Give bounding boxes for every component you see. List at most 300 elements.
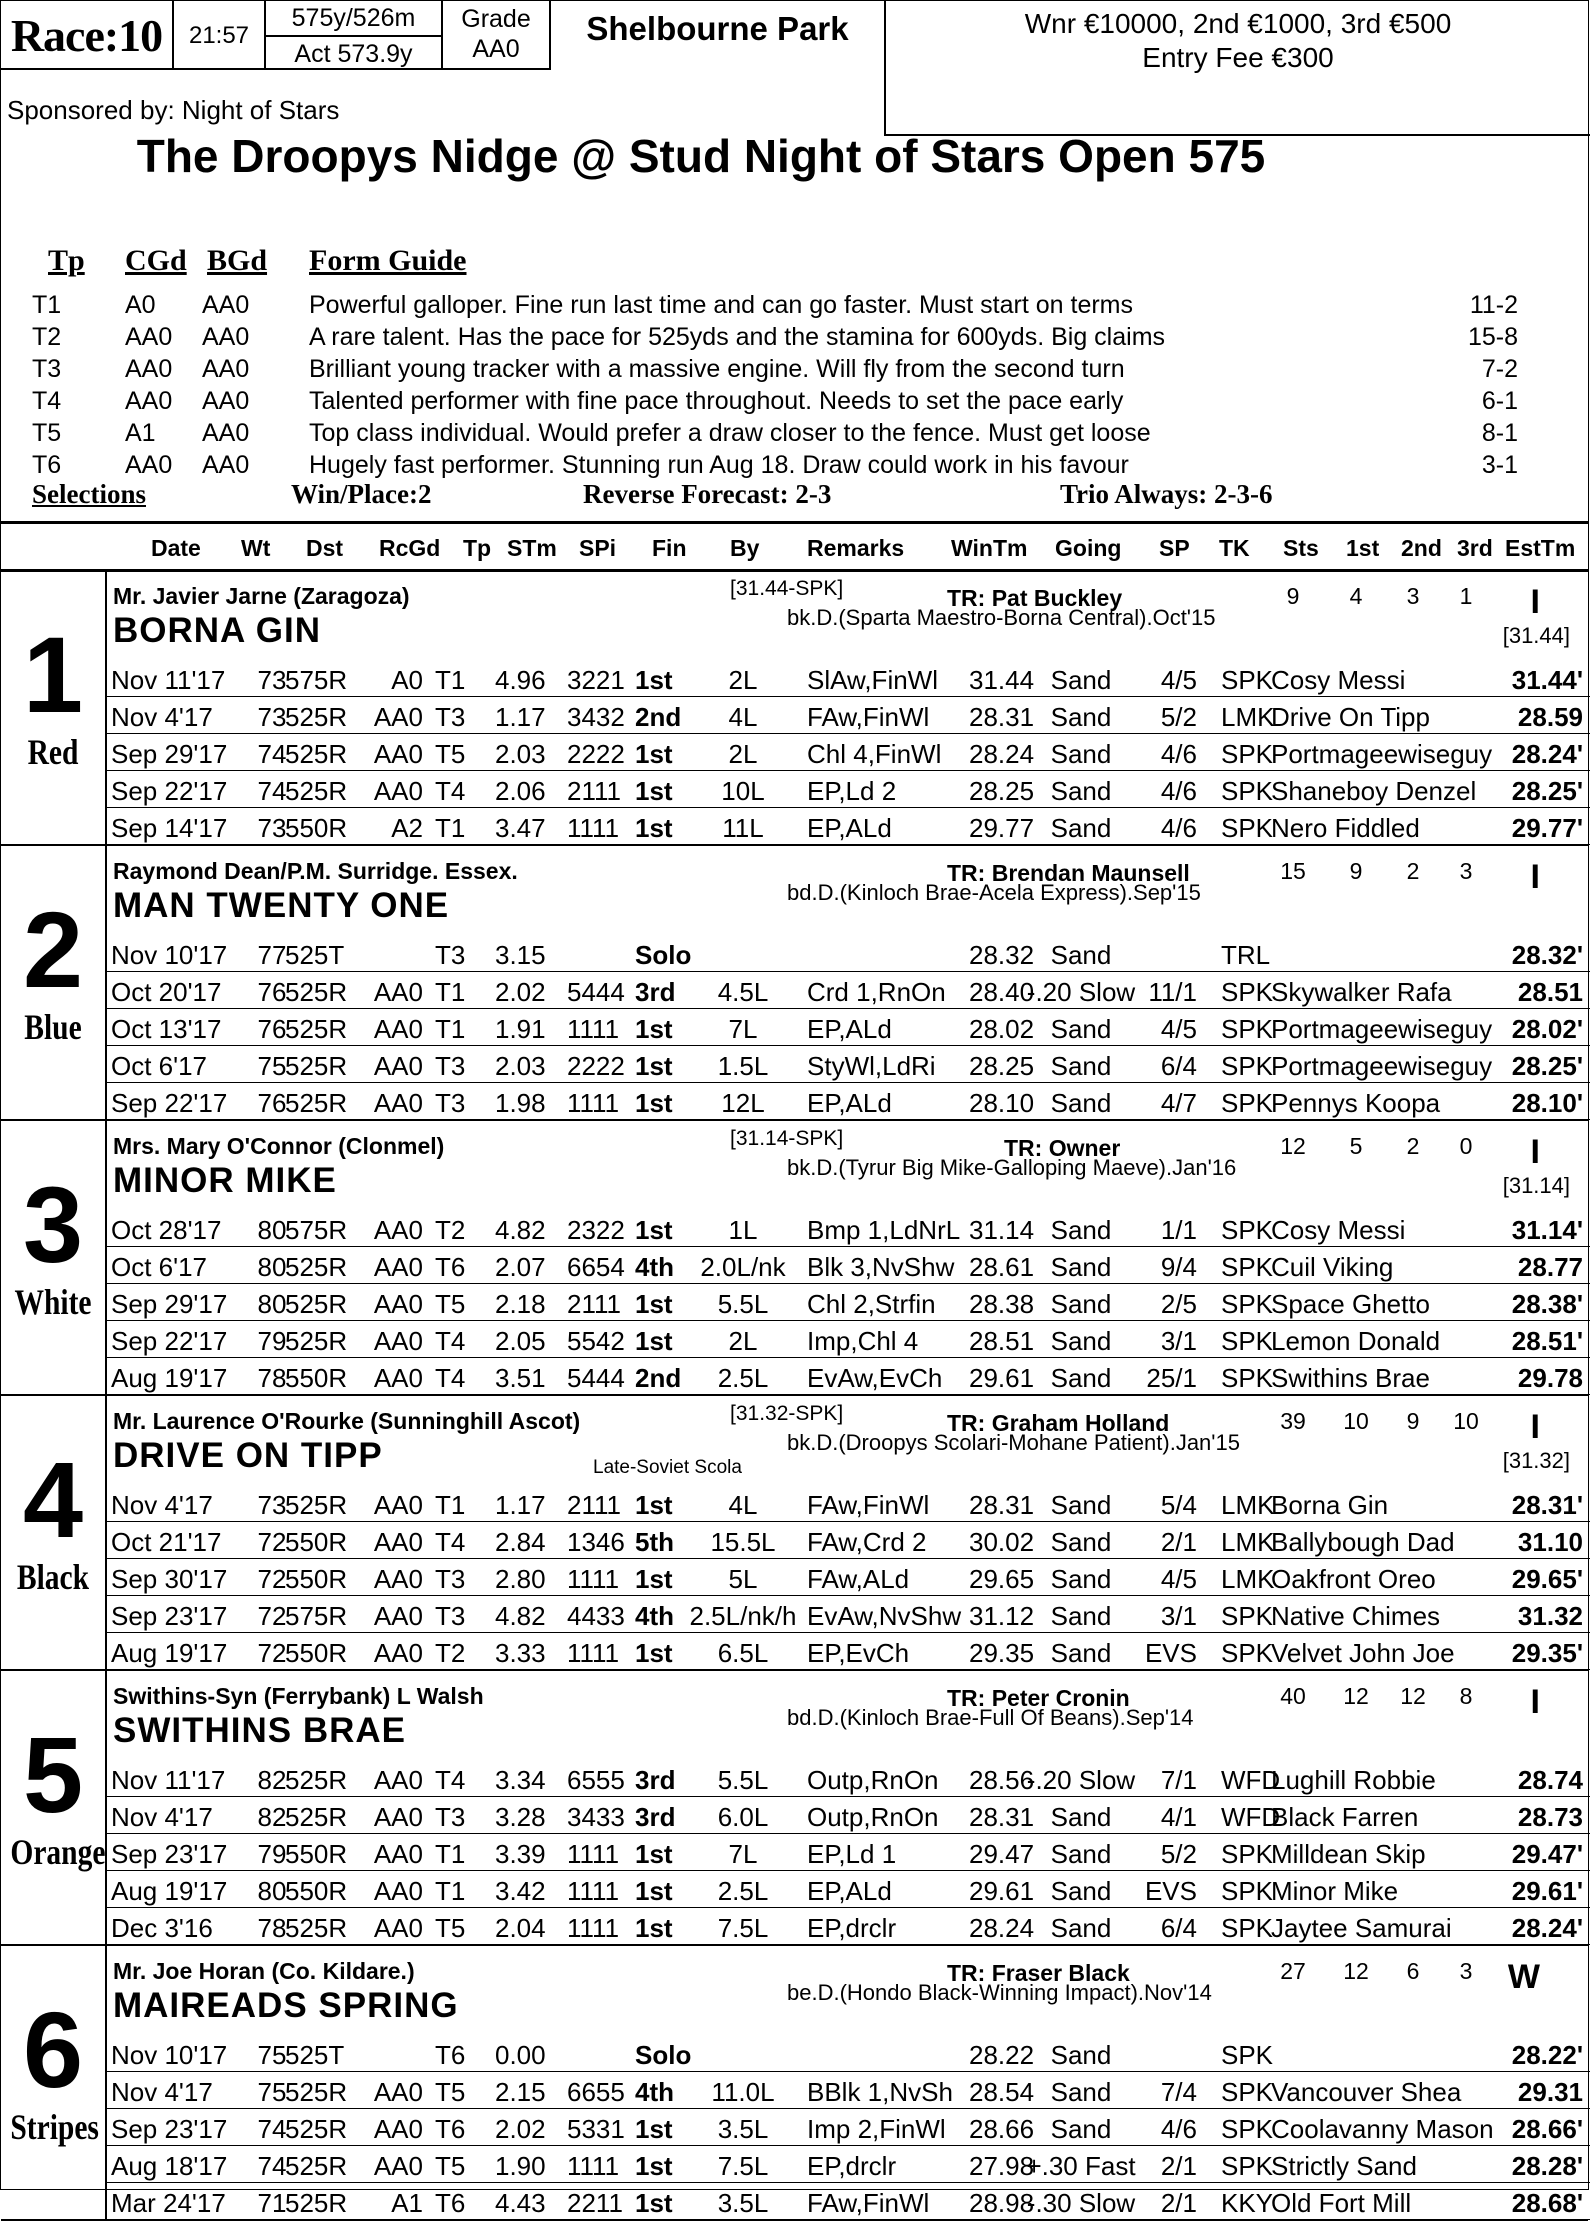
column-header-fin: Fin	[652, 535, 687, 561]
run-tp: T3	[435, 1564, 466, 1594]
run-sp: 9/4	[1160, 1252, 1197, 1282]
run-by: 11.0L	[711, 2077, 775, 2107]
fg-tp: T1	[32, 291, 62, 319]
run-comp: Velvet John Joe	[1271, 1638, 1455, 1668]
runner-block	[1, 1396, 1588, 1671]
run-wintm: 28.10	[969, 1088, 1035, 1118]
run-tp: T5	[435, 1913, 466, 1943]
run-tk: SPK	[1221, 665, 1274, 695]
owner-name: Mr. Javier Jarne (Zaragoza)	[113, 583, 410, 609]
run-date: Aug 19'17	[111, 1363, 228, 1393]
run-sp: 4/5	[1160, 1564, 1197, 1594]
run-going: Sand	[1050, 1215, 1112, 1245]
run-sp: 3/1	[1160, 1326, 1197, 1356]
run-sp: 1/1	[1160, 1215, 1197, 1245]
run-going: Sand	[1050, 776, 1112, 806]
fg-text: Powerful galloper. Fine run last time and can go faster. Must start on terms	[309, 291, 1133, 319]
run-going: Sand	[1050, 739, 1112, 769]
run-by: 4.5L	[717, 977, 769, 1007]
run-date: Sep 22'17	[111, 1326, 228, 1356]
run-sp: 11/1	[1148, 977, 1197, 1007]
run-wintm: 28.22	[969, 2040, 1035, 2070]
run-remarks: Bmp 1,LdNrL	[807, 1215, 961, 1245]
run-sp: 7/1	[1160, 1765, 1197, 1795]
run-wintm: 31.14	[969, 1215, 1035, 1245]
form-line	[107, 1523, 1590, 1559]
best-time: [31.44]	[1502, 623, 1570, 648]
run-date: Oct 21'17	[111, 1527, 222, 1557]
run-wt: 71	[257, 2188, 287, 2218]
fg-tp: T4	[32, 387, 62, 415]
best-time: [31.32]	[1502, 1448, 1570, 1473]
run-wt: 82	[257, 1802, 287, 1832]
run-spi: 2211	[567, 2188, 623, 2218]
run-sp: 4/6	[1160, 2114, 1197, 2144]
fg-odds: 3-1	[1481, 451, 1518, 479]
run-wintm: 28.40	[969, 977, 1035, 1007]
run-fin: 1st	[635, 1839, 673, 1869]
run-date: Sep 22'17	[111, 776, 228, 806]
column-header-by: By	[730, 535, 760, 561]
run-date: Oct 13'17	[111, 1014, 222, 1044]
run-dst: 575R	[285, 665, 348, 695]
run-by: 7.5L	[717, 2151, 769, 2181]
run-esttm: 28.25'	[1511, 776, 1583, 806]
run-going: -.20 Slow	[1026, 977, 1136, 1007]
stat-sts: 39	[1280, 1408, 1306, 1434]
run-dst: 525R	[285, 1252, 348, 1282]
run-tk: SPK	[1221, 1014, 1274, 1044]
form-line	[107, 809, 1590, 845]
best-time-track: [31.32-SPK]	[730, 1402, 844, 1425]
run-rcgd: AA0	[373, 1215, 423, 1245]
run-date: Mar 24'17	[111, 2188, 226, 2218]
form-line	[107, 1322, 1590, 1358]
run-dst: 525R	[285, 702, 348, 732]
running-style-mark: I	[1530, 583, 1540, 621]
run-esttm: 29.65'	[1511, 1564, 1583, 1594]
fg-tp: T5	[32, 419, 62, 447]
run-wt: 80	[257, 1289, 287, 1319]
form-line	[107, 1211, 1590, 1247]
best-time-track: [31.14-SPK]	[730, 1127, 844, 1150]
race-grade: AA0	[472, 35, 520, 63]
run-going: Sand	[1050, 1252, 1112, 1282]
run-wt: 72	[257, 1527, 287, 1557]
run-date: Sep 14'17	[111, 813, 228, 843]
trap-number: 5	[22, 1714, 84, 1835]
running-style-mark: I	[1530, 858, 1540, 896]
prize-box	[884, 1, 1590, 136]
fg-odds: 8-1	[1481, 419, 1518, 447]
dog-name: DRIVE ON TIPP	[113, 1436, 383, 1475]
fg-cgd: AA0	[125, 387, 173, 415]
trainer-name: TR: Fraser Black	[947, 1960, 1130, 1986]
form-line	[107, 2110, 1590, 2146]
run-comp: Drive On Tipp	[1271, 702, 1430, 732]
run-tk: SPK	[1221, 977, 1274, 1007]
run-fin: 3rd	[635, 977, 676, 1007]
run-esttm: 28.32'	[1511, 940, 1583, 970]
run-remarks: SlAw,FinWl	[807, 665, 938, 695]
run-fin: 1st	[635, 2188, 673, 2218]
trap-panel	[1, 571, 107, 844]
run-going: Sand	[1050, 1289, 1112, 1319]
run-remarks: EP,ALd	[807, 1876, 892, 1906]
run-stm: 1.91	[495, 1014, 546, 1044]
form-line	[107, 1597, 1590, 1633]
run-fin: 1st	[635, 665, 673, 695]
run-stm: 3.39	[495, 1839, 546, 1869]
fg-odds: 11-2	[1469, 291, 1518, 319]
run-by: 3.5L	[717, 2114, 769, 2144]
run-esttm: 28.68'	[1511, 2188, 1583, 2218]
column-header-sts: Sts	[1283, 535, 1319, 561]
stat-second: 3	[1406, 583, 1420, 609]
run-rcgd: AA0	[373, 1601, 423, 1631]
run-going: Sand	[1050, 1913, 1112, 1943]
run-tp: T5	[435, 739, 466, 769]
owner-name: Raymond Dean/P.M. Surridge. Essex.	[113, 858, 518, 884]
trap-number: 1	[22, 614, 84, 735]
run-stm: 2.15	[495, 2077, 546, 2107]
form-line	[107, 1761, 1590, 1797]
run-rcgd: AA0	[373, 2077, 423, 2107]
run-comp: Portmageewiseguy	[1271, 1014, 1493, 1044]
run-tp: T3	[435, 940, 466, 970]
run-remarks: Outp,RnOn	[807, 1765, 939, 1795]
run-date: Nov 11'17	[111, 665, 226, 695]
run-going: Sand	[1050, 2114, 1112, 2144]
trainer-name: TR: Peter Cronin	[947, 1685, 1130, 1711]
run-comp: Ballybough Dad	[1271, 1527, 1455, 1557]
run-remarks: BBlk 1,NvSh	[807, 2077, 953, 2107]
run-comp: Pennys Koopa	[1271, 1088, 1441, 1118]
run-esttm: 28.31'	[1511, 1490, 1583, 1520]
runner-block	[1, 1121, 1588, 1396]
trainer-name: TR: Owner	[1004, 1135, 1121, 1161]
run-tk: LMK	[1221, 1564, 1275, 1594]
runner-block	[1, 1671, 1588, 1946]
run-wt: 79	[257, 1326, 287, 1356]
stat-second: 9	[1406, 1408, 1420, 1434]
run-tp: T1	[435, 665, 466, 695]
trainer-name: TR: Pat Buckley	[947, 585, 1123, 611]
form-line	[107, 936, 1590, 972]
run-by: 4L	[728, 1490, 758, 1520]
run-stm: 3.33	[495, 1638, 546, 1668]
run-tk: SPK	[1221, 2151, 1274, 2181]
form-line	[107, 1010, 1590, 1046]
run-tk: SPK	[1221, 1051, 1274, 1081]
fg-text: A rare talent. Has the pace for 525yds and the stamina for 600yds. Big claims	[309, 323, 1166, 351]
run-wt: 78	[257, 1363, 287, 1393]
fg-cgd: AA0	[125, 451, 173, 479]
run-stm: 2.06	[495, 776, 546, 806]
run-sp: 5/4	[1160, 1490, 1197, 1520]
run-spi: 3433	[567, 1802, 625, 1832]
run-dst: 525R	[285, 1051, 348, 1081]
run-spi: 1111	[567, 1088, 620, 1118]
column-header-remarks: Remarks	[807, 535, 905, 561]
run-tp: T4	[435, 1527, 466, 1557]
run-by: 2.5L/nk/h	[689, 1601, 797, 1631]
run-by: 2.5L	[717, 1876, 769, 1906]
run-by: 11L	[722, 813, 764, 843]
run-comp: Coolavanny Mason	[1271, 2114, 1494, 2144]
run-remarks: FAw,FinWl	[807, 702, 930, 732]
run-stm: 1.17	[495, 1490, 546, 1520]
run-rcgd: AA0	[373, 776, 423, 806]
stat-third: 8	[1459, 1683, 1473, 1709]
run-spi: 5444	[567, 977, 625, 1007]
form-line	[107, 1285, 1590, 1321]
stat-sts: 12	[1280, 1133, 1306, 1159]
run-tp: T2	[435, 1638, 466, 1668]
run-wintm: 28.61	[969, 1252, 1035, 1282]
run-comp: Native Chimes	[1271, 1601, 1441, 1631]
run-spi: 5444	[567, 1363, 625, 1393]
trio-tip: Trio Always: 2-3-6	[1060, 479, 1273, 509]
column-header-stm: STm	[507, 535, 557, 561]
form-line	[107, 772, 1590, 808]
run-tk: LMK	[1221, 1527, 1275, 1557]
column-header-tk: TK	[1219, 535, 1250, 561]
run-going: Sand	[1050, 702, 1112, 732]
run-fin: 3rd	[635, 1765, 676, 1795]
run-remarks: EvAw,EvCh	[807, 1363, 943, 1393]
column-header-esttm: EstTm	[1505, 535, 1576, 561]
breeding: be.D.(Hondo Black-Winning Impact).Nov'14	[787, 1980, 1212, 2005]
run-tk: SPK	[1221, 1363, 1274, 1393]
run-fin: 1st	[635, 1088, 673, 1118]
run-dst: 550R	[285, 1527, 348, 1557]
form-guide-row	[1, 323, 1588, 354]
run-esttm: 28.25'	[1511, 1051, 1583, 1081]
run-rcgd: A0	[391, 665, 423, 695]
run-spi: 4433	[567, 1601, 625, 1631]
breeding-note: Late-Soviet Scola	[593, 1457, 742, 1478]
run-wt: 76	[257, 1088, 287, 1118]
run-rcgd: AA0	[373, 1289, 423, 1319]
stat-first: 12	[1343, 1958, 1369, 1984]
run-rcgd: AA0	[373, 1765, 423, 1795]
run-rcgd: AA0	[373, 1014, 423, 1044]
run-wt: 74	[257, 2114, 287, 2144]
run-wintm: 28.24	[969, 739, 1035, 769]
trap-colour: Red	[27, 732, 79, 772]
run-by: 6.0L	[717, 1802, 769, 1832]
run-dst: 525T	[285, 940, 345, 970]
fg-bgd: AA0	[202, 387, 250, 415]
column-header-3rd: 3rd	[1457, 535, 1493, 561]
run-stm: 2.03	[495, 739, 546, 769]
run-stm: 3.34	[495, 1765, 546, 1795]
column-header-spi: SPi	[579, 535, 617, 561]
run-esttm: 29.77'	[1511, 813, 1583, 843]
run-tk: SPK	[1221, 1326, 1274, 1356]
trap-colour: Stripes	[10, 2107, 99, 2147]
run-remarks: FAw,FinWl	[807, 1490, 930, 1520]
run-wintm: 31.12	[969, 1601, 1035, 1631]
stat-first: 10	[1343, 1408, 1369, 1434]
run-tk: SPK	[1221, 1913, 1274, 1943]
run-date: Nov 10'17	[111, 2040, 228, 2070]
running-style-mark: I	[1530, 1683, 1540, 1721]
run-esttm: 31.14'	[1511, 1215, 1583, 1245]
selections-label: Selections	[32, 479, 146, 509]
trap-number: 3	[22, 1164, 84, 1285]
run-wintm: 28.38	[969, 1289, 1035, 1319]
run-by: 5.5L	[717, 1765, 769, 1795]
run-remarks: EP,drclr	[807, 1913, 897, 1943]
run-remarks: StyWl,LdRi	[807, 1051, 936, 1081]
run-going: Sand	[1050, 1088, 1112, 1118]
trap-number: 4	[22, 1439, 84, 1560]
form-line	[107, 661, 1590, 697]
run-comp: Cuil Viking	[1271, 1252, 1394, 1282]
run-tk: KKY	[1221, 2188, 1274, 2218]
run-dst: 575R	[285, 1215, 348, 1245]
run-stm: 3.42	[495, 1876, 546, 1906]
fg-tp: T6	[32, 451, 62, 479]
run-going: Sand	[1050, 1527, 1112, 1557]
run-wt: 77	[257, 940, 287, 970]
run-comp: Portmageewiseguy	[1271, 1051, 1493, 1081]
sponsor-line: Sponsored by: Night of Stars	[7, 95, 340, 125]
run-comp: Minor Mike	[1271, 1876, 1399, 1906]
run-dst: 525R	[285, 776, 348, 806]
fg-cgd: A0	[125, 291, 156, 319]
run-date: Nov 4'17	[111, 2077, 213, 2107]
run-spi: 5542	[567, 1326, 625, 1356]
run-date: Nov 4'17	[111, 1802, 213, 1832]
trap-number: 6	[22, 1989, 84, 2110]
run-spi: 6654	[567, 1252, 625, 1282]
column-header-sp: SP	[1159, 535, 1190, 561]
run-wintm: 28.02	[969, 1014, 1035, 1044]
run-tk: SPK	[1221, 1289, 1274, 1319]
run-tp: T3	[435, 1601, 466, 1631]
dog-name: MINOR MIKE	[113, 1161, 337, 1200]
run-dst: 525R	[285, 2077, 348, 2107]
run-date: Sep 23'17	[111, 1601, 228, 1631]
run-esttm: 29.35'	[1511, 1638, 1583, 1668]
run-tk: SPK	[1221, 2114, 1274, 2144]
run-wt: 74	[257, 2151, 287, 2181]
column-header-rcgd: RcGd	[379, 535, 441, 561]
stat-first: 9	[1349, 858, 1363, 884]
run-tp: T1	[435, 813, 466, 843]
run-sp: 5/2	[1160, 1839, 1197, 1869]
column-header-dst: Dst	[306, 535, 344, 561]
run-tk: SPK	[1221, 1876, 1274, 1906]
run-remarks: EvAw,NvShw	[807, 1601, 962, 1631]
run-sp: 25/1	[1146, 1363, 1197, 1393]
form-line	[107, 973, 1590, 1009]
run-by: 7.5L	[717, 1913, 769, 1943]
run-esttm: 29.78	[1517, 1363, 1583, 1393]
trap-colour: Black	[16, 1557, 90, 1597]
run-spi: 1111	[567, 1638, 620, 1668]
run-tk: WFD	[1221, 1802, 1281, 1832]
run-comp: Black Farren	[1271, 1802, 1419, 1832]
run-rcgd: AA0	[373, 1802, 423, 1832]
fg-header-tp: Tp	[48, 244, 85, 277]
run-tk: SPK	[1221, 2077, 1274, 2107]
run-wintm: 29.61	[969, 1876, 1035, 1906]
run-spi: 2222	[567, 1051, 625, 1081]
stat-sts: 9	[1286, 583, 1300, 609]
runner-block	[1, 846, 1588, 1121]
fg-header-guide: Form Guide	[309, 244, 467, 277]
run-esttm: 28.51	[1517, 977, 1583, 1007]
dog-name: MAN TWENTY ONE	[113, 886, 450, 925]
run-sp: 2/1	[1160, 1527, 1197, 1557]
run-wintm: 28.98	[969, 2188, 1035, 2218]
stat-third: 3	[1459, 1958, 1473, 1984]
run-rcgd: AA0	[373, 1564, 423, 1594]
run-fin: 1st	[635, 1913, 673, 1943]
run-tp: T1	[435, 1014, 466, 1044]
best-time: [31.14]	[1502, 1173, 1570, 1198]
race-number: Race:10	[1, 1, 174, 70]
run-rcgd: AA0	[373, 1876, 423, 1906]
stat-sts: 15	[1280, 858, 1306, 884]
run-date: Oct 20'17	[111, 977, 222, 1007]
run-wintm: 28.32	[969, 940, 1035, 970]
run-dst: 550R	[285, 1839, 348, 1869]
win-place-tip: Win/Place:2	[291, 479, 432, 509]
run-sp: 4/6	[1160, 739, 1197, 769]
fg-bgd: AA0	[202, 355, 250, 383]
fg-tp: T3	[32, 355, 62, 383]
breeding: bk.D.(Droopys Scolari-Mohane Patient).Jan'15	[787, 1430, 1240, 1455]
column-header-1st: 1st	[1346, 535, 1380, 561]
stat-first: 4	[1349, 583, 1363, 609]
run-remarks: Chl 4,FinWl	[807, 739, 942, 769]
form-line	[107, 2036, 1590, 2072]
run-comp: Jaytee Samurai	[1271, 1913, 1452, 1943]
run-by: 2L	[728, 739, 758, 769]
run-fin: 1st	[635, 776, 673, 806]
run-going: Sand	[1050, 1564, 1112, 1594]
run-spi: 1111	[567, 1913, 620, 1943]
run-wintm: 29.35	[969, 1638, 1035, 1668]
run-rcgd: AA0	[373, 1326, 423, 1356]
run-by: 1.5L	[717, 1051, 769, 1081]
form-line	[107, 1872, 1590, 1908]
run-comp: Strictly Sand	[1271, 2151, 1417, 2181]
run-dst: 575R	[285, 1601, 348, 1631]
run-going: Sand	[1050, 1876, 1112, 1906]
run-tp: T3	[435, 702, 466, 732]
run-sp: 4/1	[1160, 1802, 1197, 1832]
run-stm: 2.84	[495, 1527, 546, 1557]
form-line	[107, 1560, 1590, 1596]
run-esttm: 29.31	[1517, 2077, 1583, 2107]
run-by: 5.5L	[717, 1289, 769, 1319]
run-by: 15.5L	[710, 1527, 776, 1557]
run-by: 10L	[721, 776, 765, 806]
best-time-track: [31.44-SPK]	[730, 577, 844, 600]
grade-label: Grade	[461, 5, 531, 33]
run-tp: T1	[435, 1876, 466, 1906]
run-wintm: 29.47	[969, 1839, 1035, 1869]
run-esttm: 29.47'	[1511, 1839, 1583, 1869]
run-date: Aug 19'17	[111, 1876, 228, 1906]
run-rcgd: AA0	[373, 2114, 423, 2144]
